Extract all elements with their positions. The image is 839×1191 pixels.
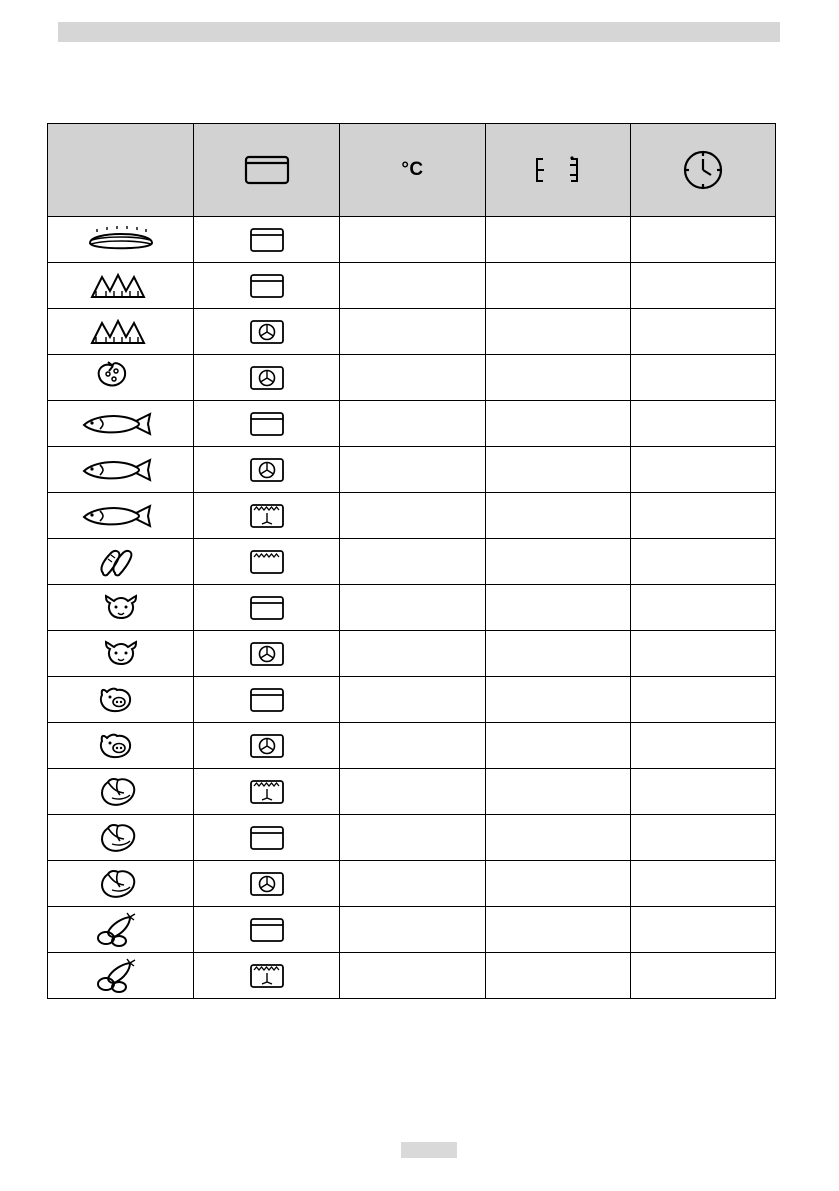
shelf-cell xyxy=(486,953,631,999)
vegetables-icon xyxy=(48,907,193,952)
mode-cell xyxy=(194,953,340,999)
food-cell xyxy=(48,355,194,401)
table-row xyxy=(48,861,776,907)
cake-layers-icon xyxy=(48,217,193,262)
oven-fan-icon xyxy=(194,309,339,354)
shelf-level-icon xyxy=(486,124,630,216)
pork-icon xyxy=(48,677,193,722)
mode-cell xyxy=(194,815,340,861)
mode-cell xyxy=(194,401,340,447)
shelf-cell xyxy=(486,815,631,861)
oven-fan-icon xyxy=(194,355,339,400)
food-cell xyxy=(48,401,194,447)
time-cell xyxy=(631,953,776,999)
time-cell xyxy=(631,585,776,631)
temperature-cell xyxy=(340,217,486,263)
mode-cell xyxy=(194,309,340,355)
oven-fan-icon xyxy=(194,447,339,492)
bread-icon xyxy=(48,263,193,308)
time-cell xyxy=(631,723,776,769)
table-row xyxy=(48,447,776,493)
column-header-temperature xyxy=(340,124,486,217)
table-row xyxy=(48,493,776,539)
oven-static-icon xyxy=(194,263,339,308)
time-cell xyxy=(631,631,776,677)
table-header xyxy=(48,124,776,217)
mode-cell xyxy=(194,631,340,677)
time-cell xyxy=(631,217,776,263)
fish-icon xyxy=(48,401,193,446)
shelf-cell xyxy=(486,861,631,907)
cooking-table-container xyxy=(47,123,775,999)
time-cell xyxy=(631,769,776,815)
sausages-icon xyxy=(48,539,193,584)
table-row xyxy=(48,723,776,769)
oven-fan-icon xyxy=(194,723,339,768)
fish-icon xyxy=(48,447,193,492)
shelf-cell xyxy=(486,723,631,769)
temperature-cell xyxy=(340,355,486,401)
header-bar xyxy=(58,22,780,42)
page-number xyxy=(401,1142,457,1158)
table-row xyxy=(48,677,776,723)
temperature-cell xyxy=(340,815,486,861)
mode-cell xyxy=(194,677,340,723)
oven-static-icon xyxy=(194,585,339,630)
time-cell xyxy=(631,677,776,723)
mode-cell xyxy=(194,861,340,907)
time-cell xyxy=(631,907,776,953)
time-cell xyxy=(631,263,776,309)
column-header-food xyxy=(48,124,194,217)
table-row xyxy=(48,769,776,815)
time-cell xyxy=(631,447,776,493)
food-cell xyxy=(48,815,194,861)
temperature-cell xyxy=(340,585,486,631)
time-cell xyxy=(631,815,776,861)
mode-cell xyxy=(194,723,340,769)
table-row xyxy=(48,585,776,631)
mode-cell xyxy=(194,355,340,401)
temperature-cell xyxy=(340,677,486,723)
temperature-cell xyxy=(340,539,486,585)
shelf-cell xyxy=(486,355,631,401)
mode-cell xyxy=(194,585,340,631)
oven-static-icon xyxy=(194,401,339,446)
table-row xyxy=(48,401,776,447)
temperature-cell xyxy=(340,861,486,907)
bread-icon xyxy=(48,309,193,354)
temperature-cell xyxy=(340,309,486,355)
table-row xyxy=(48,539,776,585)
table-header-row xyxy=(48,124,776,217)
oven-static-icon xyxy=(194,217,339,262)
temperature-cell xyxy=(340,493,486,539)
chicken-icon xyxy=(48,769,193,814)
shelf-cell xyxy=(486,585,631,631)
food-cell xyxy=(48,723,194,769)
vegetables-icon xyxy=(48,953,193,998)
food-cell xyxy=(48,953,194,999)
oven-fan-icon xyxy=(194,631,339,676)
oven-static-icon xyxy=(194,677,339,722)
temperature-cell xyxy=(340,263,486,309)
mode-cell xyxy=(194,217,340,263)
mode-cell xyxy=(194,263,340,309)
time-cell xyxy=(631,355,776,401)
time-cell xyxy=(631,493,776,539)
table-row xyxy=(48,953,776,999)
food-cell xyxy=(48,447,194,493)
temperature-cell xyxy=(340,723,486,769)
mode-cell xyxy=(194,493,340,539)
temperature-cell xyxy=(340,907,486,953)
chicken-icon xyxy=(48,815,193,860)
oven-grill-icon xyxy=(194,769,339,814)
table-row xyxy=(48,309,776,355)
pizza-icon xyxy=(48,355,193,400)
table-row xyxy=(48,815,776,861)
time-cell xyxy=(631,401,776,447)
oven-static-icon xyxy=(194,815,339,860)
cooking-table xyxy=(47,123,776,999)
temperature-cell xyxy=(340,401,486,447)
shelf-cell xyxy=(486,677,631,723)
mode-cell xyxy=(194,907,340,953)
shelf-cell xyxy=(486,769,631,815)
food-cell xyxy=(48,631,194,677)
food-cell xyxy=(48,217,194,263)
temperature-cell xyxy=(340,631,486,677)
oven-top-heat-icon xyxy=(194,539,339,584)
oven-grill-icon xyxy=(194,493,339,538)
mode-cell xyxy=(194,769,340,815)
time-cell xyxy=(631,861,776,907)
celsius-label: °C xyxy=(401,159,424,180)
shelf-cell xyxy=(486,631,631,677)
oven-fan-icon xyxy=(194,861,339,906)
shelf-cell xyxy=(486,401,631,447)
oven-icon xyxy=(194,124,339,216)
table-row xyxy=(48,217,776,263)
food-cell xyxy=(48,677,194,723)
shelf-cell xyxy=(486,263,631,309)
column-header-shelf-level xyxy=(486,124,631,217)
table-row xyxy=(48,355,776,401)
mode-cell xyxy=(194,539,340,585)
beef-icon xyxy=(48,585,193,630)
chicken-icon xyxy=(48,861,193,906)
food-cell xyxy=(48,263,194,309)
oven-static-icon xyxy=(194,907,339,952)
food-cell xyxy=(48,861,194,907)
column-header-time xyxy=(631,124,776,217)
temperature-cell xyxy=(340,953,486,999)
food-cell xyxy=(48,769,194,815)
table-row xyxy=(48,263,776,309)
table-row xyxy=(48,631,776,677)
food-cell xyxy=(48,585,194,631)
food-cell xyxy=(48,907,194,953)
time-cell xyxy=(631,539,776,585)
beef-icon xyxy=(48,631,193,676)
clock-icon xyxy=(631,124,775,216)
table-row xyxy=(48,907,776,953)
shelf-cell xyxy=(486,907,631,953)
shelf-cell xyxy=(486,447,631,493)
shelf-cell xyxy=(486,217,631,263)
time-cell xyxy=(631,309,776,355)
oven-grill-icon xyxy=(194,953,339,998)
pork-icon xyxy=(48,723,193,768)
fish-icon xyxy=(48,493,193,538)
temperature-cell xyxy=(340,769,486,815)
temperature-cell xyxy=(340,447,486,493)
food-cell xyxy=(48,493,194,539)
shelf-cell xyxy=(486,539,631,585)
shelf-cell xyxy=(486,493,631,539)
food-cell xyxy=(48,539,194,585)
shelf-cell xyxy=(486,309,631,355)
table-body xyxy=(48,217,776,999)
column-header-mode xyxy=(194,124,340,217)
food-cell xyxy=(48,309,194,355)
mode-cell xyxy=(194,447,340,493)
